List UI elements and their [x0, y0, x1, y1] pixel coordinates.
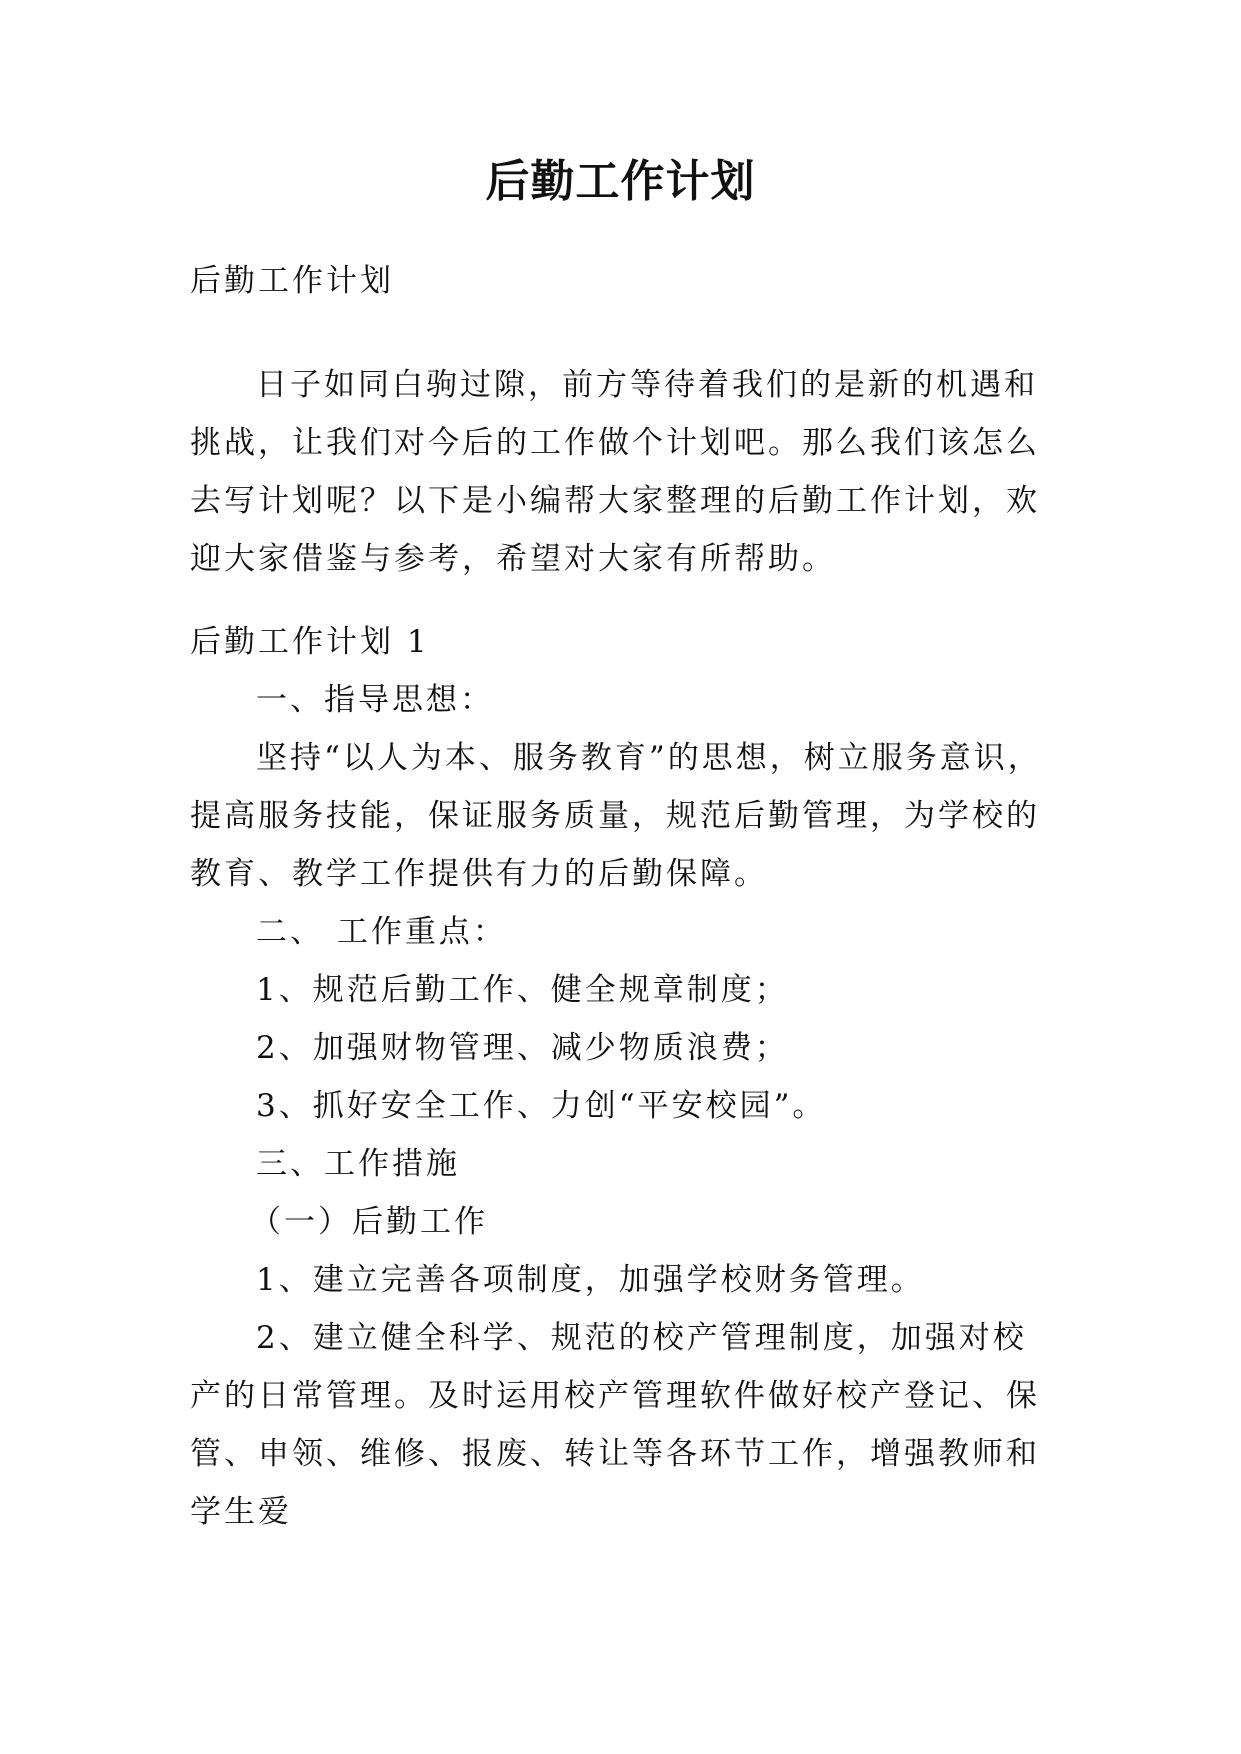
measures-item: 2、建立健全科学、规范的校产管理制度，加强对校产的日常管理。及时运用校产管理软件做好校产登记、保管、申领、维修、报废、转让等各环节工作，增强教师和学生爱 [190, 1320, 1040, 1530]
measures-heading: 三、工作措施 [256, 1146, 460, 1182]
document-subtitle-block [190, 252, 1060, 310]
guiding-paragraph: 坚持“以人为本、服务教育”的思想，树立服务意识，提高服务技能，保证服务质量，规范后勤管理，为学校的教育、教学工作提供有力的后勤保障。 [190, 740, 1042, 892]
measures-item: 1、建立完善各项制度，加强学校财务管理。 [256, 1262, 925, 1298]
focus-item: 3、抓好安全工作、力创“平安校园”。 [256, 1088, 827, 1124]
guiding-heading: 一、指导思想： [256, 682, 494, 718]
focus-item: 1、规范后勤工作、健全规章制度； [256, 972, 789, 1008]
intro-block [190, 356, 1060, 588]
page-title: 后勤工作计划 [485, 156, 756, 207]
section-1-block [190, 613, 1060, 1541]
intro-paragraph: 日子如同白驹过隙，前方等待着我们的是新的机遇和挑战，让我们对今后的工作做个计划吧。那么我们该怎么去写计划呢？以下是小编帮大家整理的后勤工作计划，欢迎大家借鉴与参考，希望对大家有所帮助。 [190, 367, 1040, 577]
document-subtitle: 后勤工作计划 [190, 263, 394, 299]
measures-sub-heading: （一）后勤工作 [250, 1204, 488, 1240]
focus-heading: 二、 工作重点： [256, 914, 507, 950]
focus-item: 2、加强财物管理、减少物质浪费； [256, 1030, 789, 1066]
section-heading: 后勤工作计划 1 [190, 624, 430, 660]
